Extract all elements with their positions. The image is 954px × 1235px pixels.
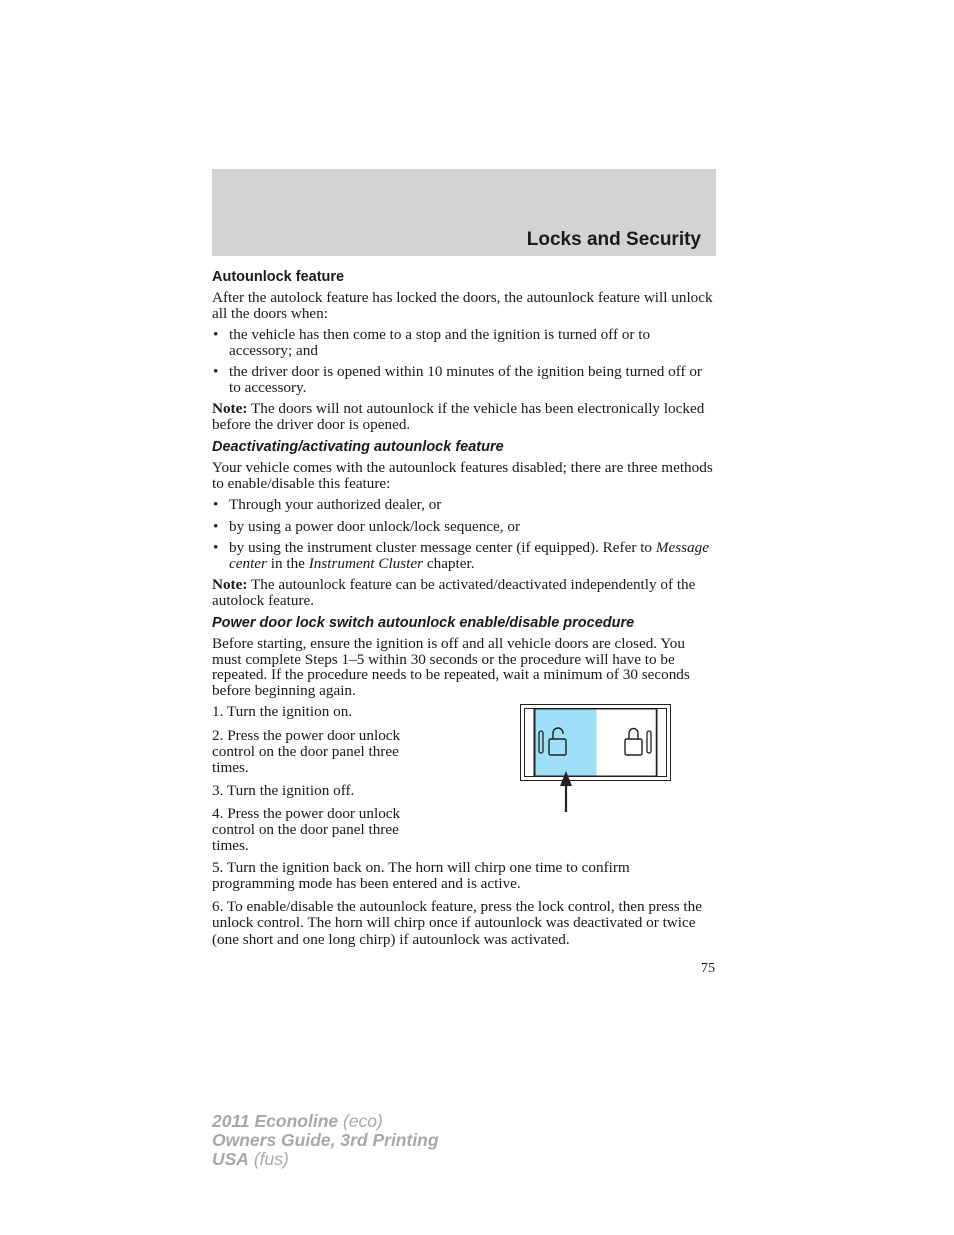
footer-guide-edition: Owners Guide, 3rd Printing [212, 1130, 439, 1150]
section-title: Locks and Security [526, 229, 701, 250]
step-item: 6. To enable/disable the autounlock feature, press the lock control, then press the unlock control. The horn will chirp once if autounlock was deactivated or twice (one short and one long chirp) if autounlock was activated. [212, 898, 702, 948]
deactivating-intro: Your vehicle comes with the autounlock features disabled; there are three methods to enable/disable this feature: [212, 459, 713, 492]
footer-model-code: (eco) [338, 1111, 383, 1131]
list-item-text: by using the instrument cluster message center (if equipped). Refer to [229, 539, 656, 556]
section-header-band [212, 169, 716, 256]
note-label: Note: [212, 576, 248, 593]
procedure-heading: Power door lock switch autounlock enable/disable procedure [212, 615, 635, 631]
door-lock-switch-illustration [520, 704, 671, 814]
deactivating-bullet-list [212, 497, 716, 571]
note-text: The autounlock feature can be activated/deactivated independently of the autolock feature. [212, 576, 696, 609]
document-footer [212, 1112, 439, 1169]
footer-line-market [212, 1150, 439, 1169]
page-number: 75 [701, 961, 715, 976]
note-label: Note: [212, 400, 248, 417]
list-item: • the vehicle has then come to a stop and the ignition is turned off or to accessory; and [212, 327, 716, 358]
message-center-ref: Message center [229, 539, 709, 572]
list-item: • the driver door is opened within 10 minutes of the ignition being turned off or to accessory. [212, 364, 716, 395]
steps-column [212, 704, 437, 854]
autounlock-bullet-list [212, 327, 716, 395]
deactivating-note [212, 577, 716, 608]
footer-model-name: 2011 Econoline [212, 1111, 339, 1131]
list-item [212, 540, 716, 571]
autounlock-intro: After the autolock feature has locked the doors, the autounlock feature will unlock all the doors when: [212, 289, 713, 322]
step-item: 3. Turn the ignition off. [212, 781, 355, 799]
footer-line-guide [212, 1131, 439, 1150]
autounlock-note [212, 401, 716, 432]
step-item: 1. Turn the ignition on. [212, 703, 353, 720]
procedure-intro: Before starting, ensure the ignition is off and all vehicle doors are closed. You must complete Steps 1–5 within 30 seconds or the procedure will have to be repeated. If the procedure needs to be repeated, wait a minimum of 30 seconds before beginning again. [212, 635, 690, 699]
footer-market-code: (fus) [248, 1149, 289, 1169]
autounlock-heading: Autounlock feature [212, 269, 345, 285]
procedure-steps [212, 704, 716, 854]
list-item-text: chapter. [423, 554, 475, 572]
footer-market: USA [212, 1149, 249, 1169]
footer-line-model [212, 1112, 439, 1131]
page-content [212, 268, 716, 948]
list-item: • by using a power door unlock/lock sequence, or [212, 519, 716, 535]
list-item: • Through your authorized dealer, or [212, 497, 716, 513]
step-item: 2. Press the power door unlock control on the door panel three times. [212, 726, 401, 776]
step-item: 4. Press the power door unlock control on the door panel three times. [212, 805, 401, 854]
note-text: The doors will not autounlock if the vehicle has been electronically locked before the driver door is opened. [212, 400, 705, 433]
list-item-text: in the [266, 554, 309, 572]
step-item: 5. Turn the ignition back on. The horn will chirp one time to confirm programming mode has been entered and is active. [212, 859, 630, 892]
deactivating-heading: Deactivating/activating autounlock feature [212, 439, 504, 455]
instrument-cluster-ref: Instrument Cluster [308, 554, 424, 572]
